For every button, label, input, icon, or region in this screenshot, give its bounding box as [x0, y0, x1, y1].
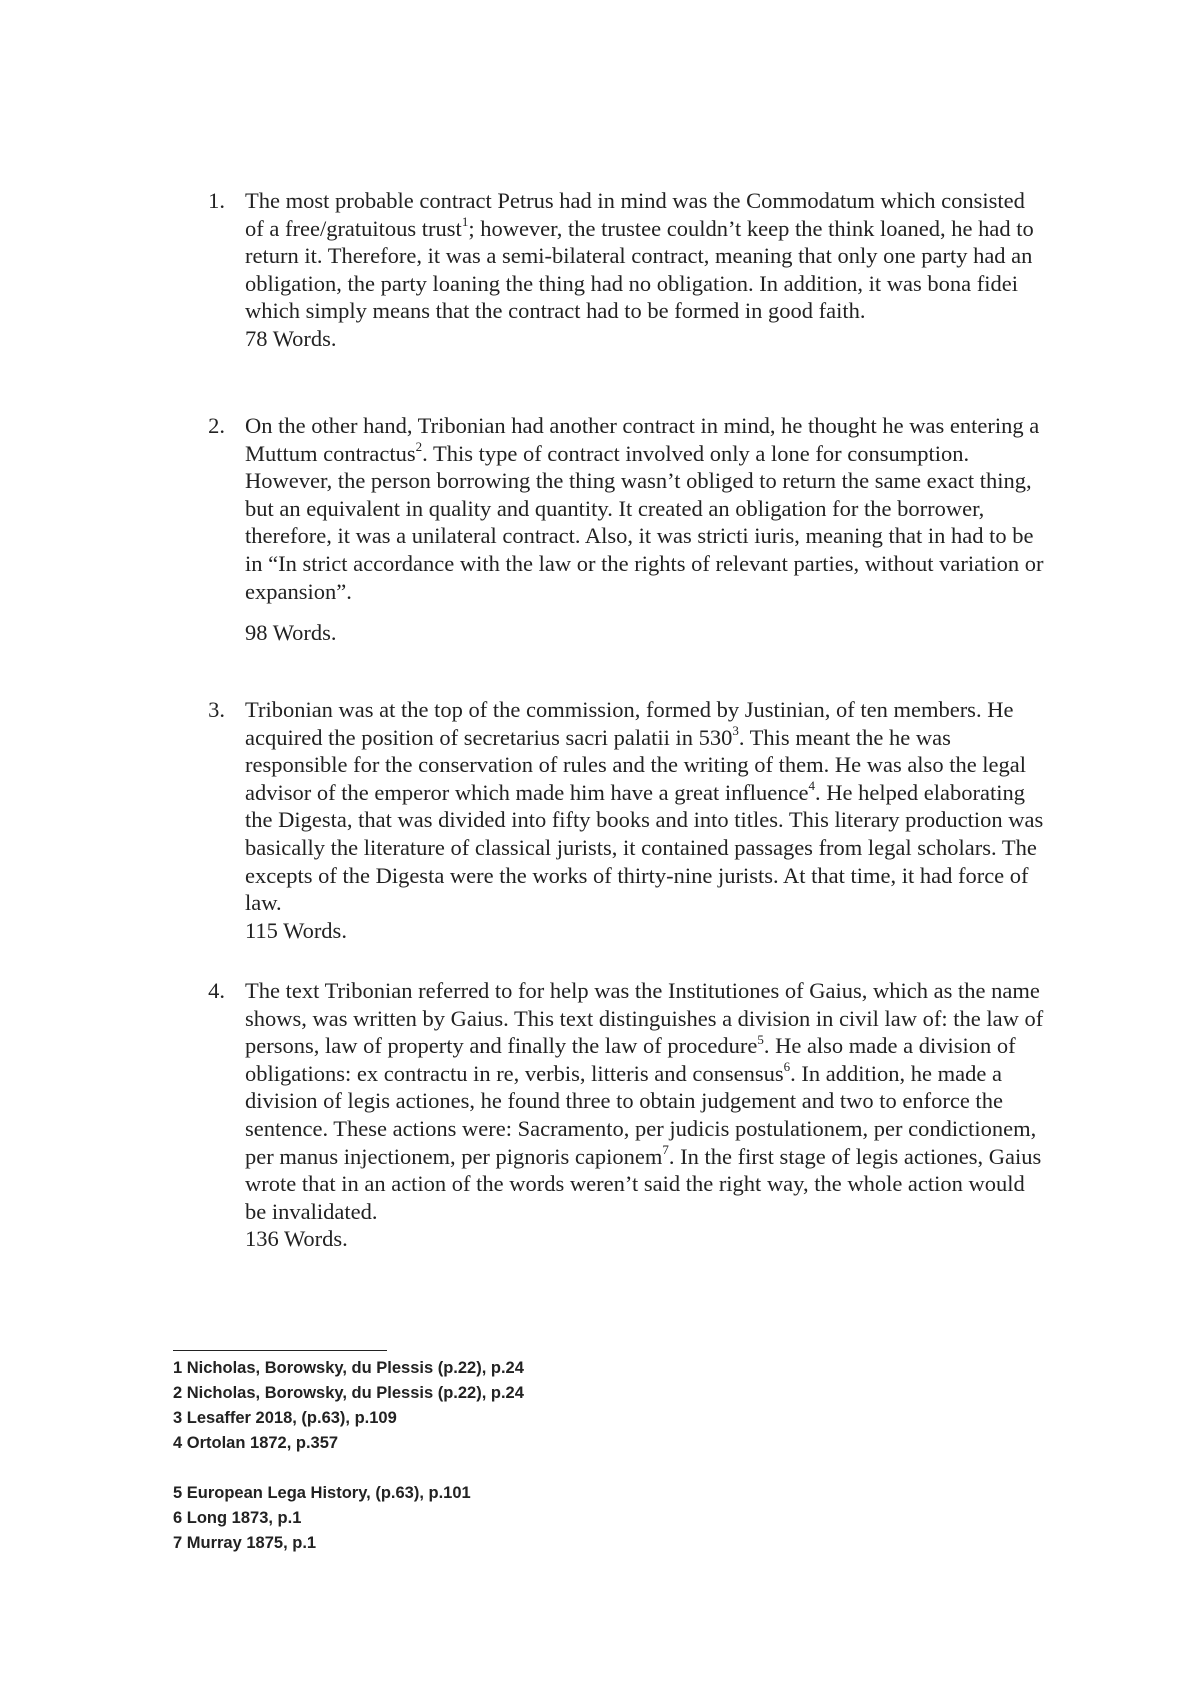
list-number: 2. — [208, 413, 225, 438]
footnote-separator — [173, 1350, 387, 1351]
text-segment: ; however, the trustee couldn’t keep the think loaned, he had to return it. Therefore, it was a semi-bilateral contract, meaning that only one party had an obligation, the party loaning the thing had no obligation. In addition, it was bona fidei which simply means that the contract had to be formed in good faith. — [245, 215, 1034, 324]
text-segment: . In the first stage of legis actiones, Gaius wrote that in an action of the words weren’t said the right way, the whole action would be invalidated. — [245, 1143, 1042, 1224]
text-segment: . This meant the he was responsible for the conservation of rules and the writing of them. He was also the legal advisor of the emperor which made him have a great influence — [245, 724, 1027, 805]
paragraph — [245, 412, 1045, 647]
footnote-ref-3: 3 — [732, 723, 739, 739]
footnote-1: 1 Nicholas, Borowsky, du Plessis (p.22), p.24 — [173, 1359, 524, 1377]
text-segment: Tribonian was at the top of the commission, formed by Justinian, of ten members. He acquired the position of secretarius sacri palatii in 530 — [245, 697, 1014, 750]
text-segment: The most probable contract Petrus had in mind was the Commodatum which consisted of a free/gratuitous trust — [245, 188, 1025, 241]
word-count: 78 Words. — [245, 325, 337, 351]
footnote-ref-4: 4 — [808, 778, 816, 794]
word-count: 136 Words. — [245, 1226, 348, 1252]
footnote-3: 3 Lesaffer 2018, (p.63), p.109 — [173, 1409, 397, 1427]
list-number: 4. — [208, 978, 225, 1003]
text-segment: . This type of contract involved only a lone for consumption. However, the person borrowing the thing wasn’t obliged to return the same exact thing, but an equivalent in quality and quantity. It created an obligation for the borrower, therefore, it was a unilateral contract. Also, it was stricti iuris, meaning that in had to be in “In strict accordance with the law or the rights of relevant parties, without variation or expansion”. — [245, 440, 1044, 604]
list-number: 3. — [208, 697, 225, 722]
text-segment: . He helped elaborating the Digesta, that was divided into fifty books and into titles. This literary production was basically the literature of classical jurists, it contained passages from legal scholars. The excepts of the Digesta were the works of thirty-nine jurists. At that time, it had force of law. — [245, 779, 1044, 916]
text-segment: . He also made a division of obligations: ex contractu in re, verbis, litteris and consensus — [245, 1033, 1016, 1086]
text-segment: . In addition, he made a division of legis actiones, he found three to obtain judgement and two to enforce the sentence. These actions were: Sacramento, per judicis postulationem, per condictionem, per manus injectionem, per pignoris capionem — [245, 1060, 1037, 1169]
footnote-5: 5 European Lega History, (p.63), p.101 — [173, 1484, 471, 1502]
footnote-ref-5: 5 — [757, 1031, 764, 1047]
footnote-7: 7 Murray 1875, p.1 — [173, 1534, 317, 1552]
footnote-2: 2 Nicholas, Borowsky, du Plessis (p.22), p.24 — [173, 1384, 524, 1402]
paragraph — [245, 977, 1045, 1253]
word-count: 98 Words. — [245, 620, 337, 646]
paragraph — [245, 696, 1045, 944]
text-segment: The text Tribonian referred to for help was the Institutiones of Gaius, which as the name shows, was written by Gaius. This text distinguishes a division in civil law of: the law of persons, law of property and finally the law of procedure — [245, 978, 1044, 1059]
word-count: 115 Words. — [245, 917, 347, 943]
footnote-ref-6: 6 — [783, 1059, 791, 1075]
footnote-6: 6 Long 1873, p.1 — [173, 1509, 302, 1527]
text-segment: On the other hand, Tribonian had another contract in mind, he thought he was entering a Muttum contractus — [245, 413, 1040, 466]
paragraph — [245, 187, 1045, 353]
footnote-ref-1: 1 — [461, 214, 469, 230]
list-number: 1. — [208, 188, 225, 213]
footnote-ref-7: 7 — [662, 1142, 669, 1158]
footnote-4: 4 Ortolan 1872, p.357 — [173, 1434, 339, 1452]
footnote-ref-2: 2 — [415, 439, 423, 455]
